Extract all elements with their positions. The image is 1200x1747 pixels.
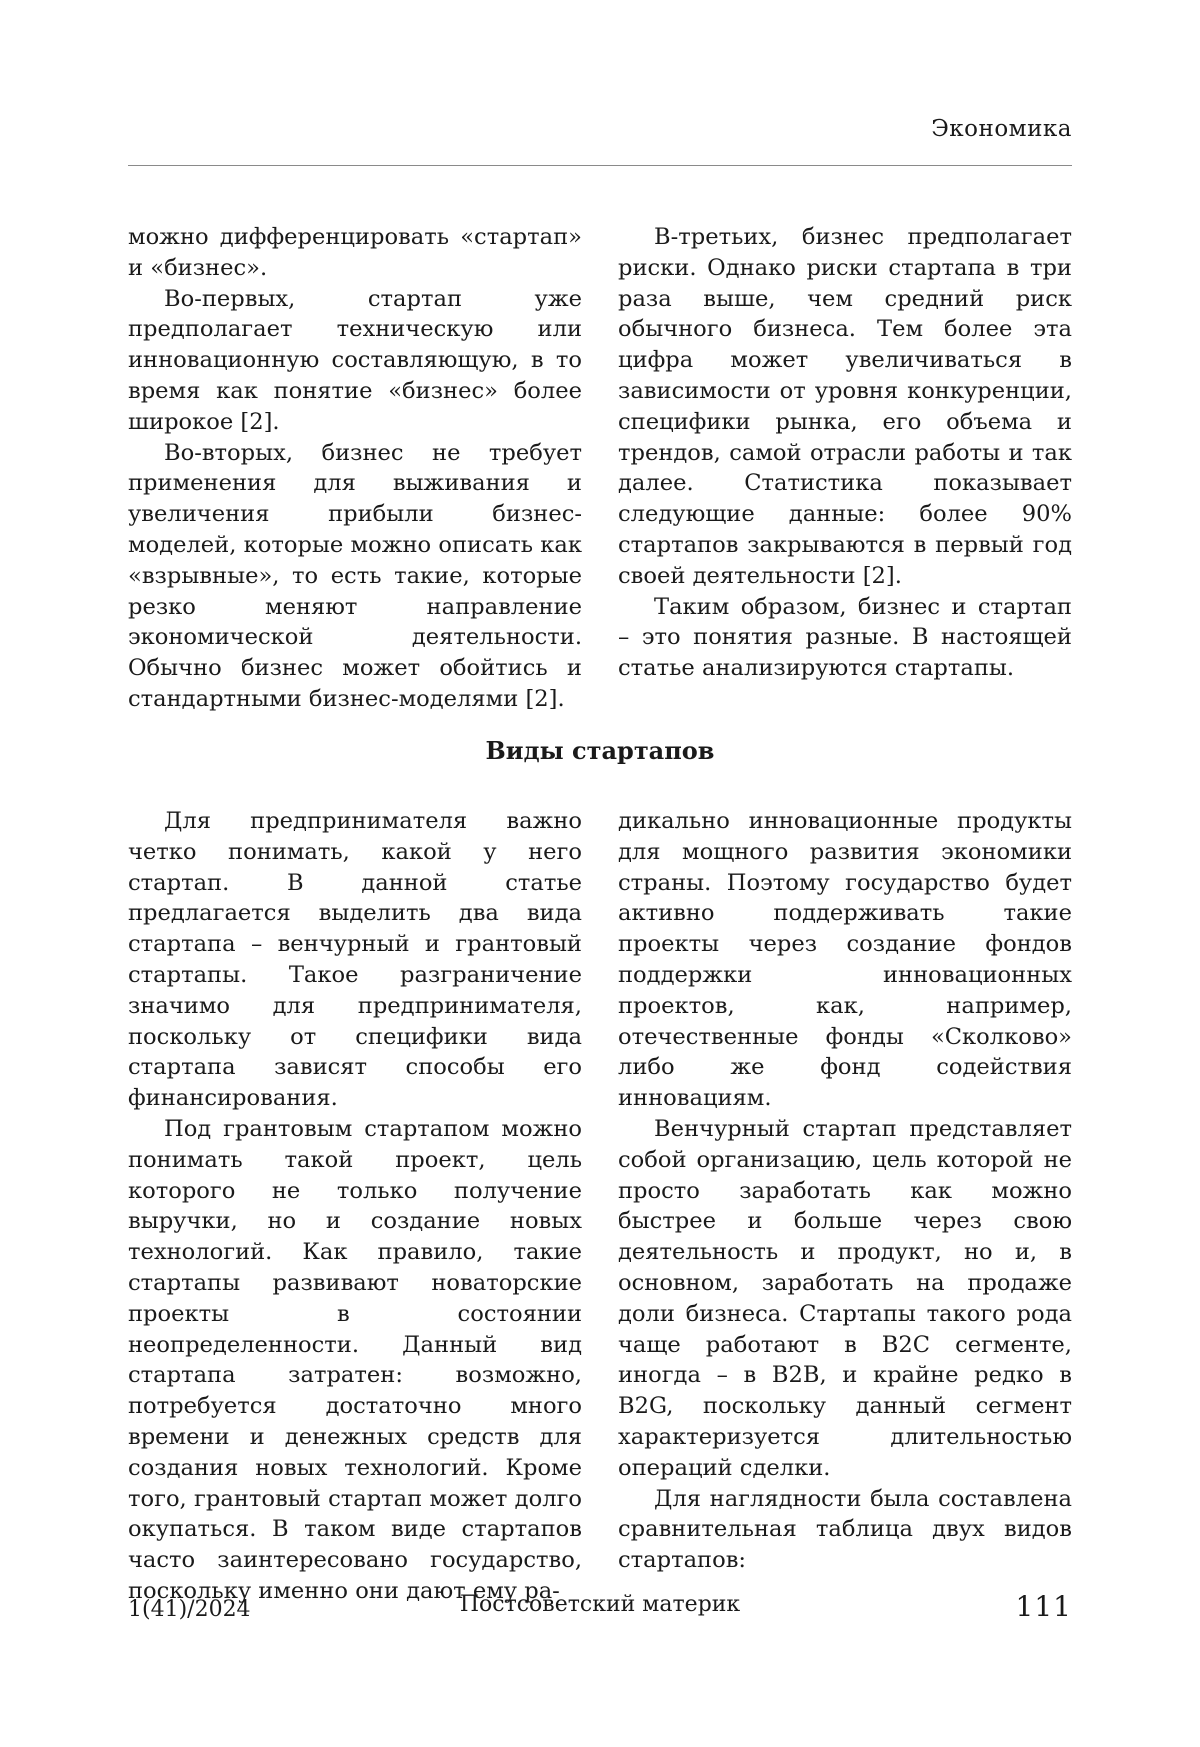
paragraph: Во-вторых, бизнес не требует применения для выживания и увеличения прибыли бизнес-моделей, которые можно описать как «взрывные», то есть такие, которые резко меняют направление экономической деятельности. Обычно бизнес может обойтись и стандартными бизнес-моделями [2]. [128, 439, 582, 712]
paragraph: можно дифференцировать «стартап» и «бизнес». [128, 224, 582, 281]
page-footer [128, 1590, 1072, 1623]
journal-page [128, 0, 1072, 1747]
paragraph: Для наглядности была составлена сравнительная таблица двух видов стартапов: [618, 1485, 1072, 1574]
top-text-columns [128, 222, 1072, 715]
issue-number: 1(41)/2024 [128, 1597, 251, 1622]
journal-title: Постсоветский материк [459, 1592, 741, 1617]
bottom-text-columns [128, 806, 1072, 1607]
paragraph: Таким образом, бизнес и стартап – это понятия разные. В настоящей статье анализируются стартапы. [618, 593, 1072, 682]
bottom-left-column [128, 806, 582, 1607]
header-rule [128, 165, 1072, 166]
section-heading: Виды стартапов [485, 736, 715, 765]
bottom-right-column [618, 806, 1072, 1607]
paragraph: дикально инновационные продукты для мощного развития экономики страны. Поэтому государство будет активно поддерживать такие проекты через создание фондов поддержки инновационных проектов, как, например, отечественные фонды «Сколково» либо же фонд содействия инновациям. [618, 808, 1072, 1112]
running-head-section: Экономика [931, 116, 1072, 142]
paragraph: Во-первых, стартап уже предполагает техническую или инновационную составляющую, в то время как понятие «бизнес» более широкое [2]. [128, 285, 582, 435]
page-number: 111 [1015, 1590, 1072, 1623]
paragraph: Венчурный стартап представляет собой организацию, цель которой не просто заработать как можно быстрее и больше через свою деятельность и продукт, но и, в основном, заработать на продаже доли бизнеса. Стартапы такого рода чаще работают в B2C сегменте, иногда – в B2B, и крайне редко в B2G, поскольку данный сегмент характеризуется длительностью операций сделки. [618, 1115, 1072, 1481]
paragraph: Под грантовым стартапом можно понимать такой проект, цель которого не только получение выручки, но и создание новых технологий. Как правило, такие стартапы развивают новаторские проекты в состоянии неопределенности. Данный вид стартапа затратен: возможно, потребуется достаточно много времени и денежных средств для создания новых технологий. Кроме того, грантовый стартап может долго окупаться. В таком виде стартапов часто заинтересовано государство, поскольку именно они дают ему ра- [128, 1115, 582, 1604]
top-left-column [128, 222, 582, 715]
paragraph: Для предпринимателя важно четко понимать, какой у него стартап. В данной статье предлагается выделить два вида стартапа – венчурный и грантовый стартапы. Такое разграничение значимо для предпринимателя, поскольку от специфики вида стартапа зависят способы его финансирования. [128, 808, 582, 1112]
paragraph: В-третьих, бизнес предполагает риски. Однако риски стартапа в три раза выше, чем средний риск обычного бизнеса. Тем более эта цифра может увеличиваться в зависимости от уровня конкуренции, специфики рынка, его объема и трендов, самой отрасли работы и так далее. Статистика показывает следующие данные: более 90% стартапов закрываются в первый год своей деятельности [2]. [618, 224, 1072, 589]
top-right-column [618, 222, 1072, 715]
